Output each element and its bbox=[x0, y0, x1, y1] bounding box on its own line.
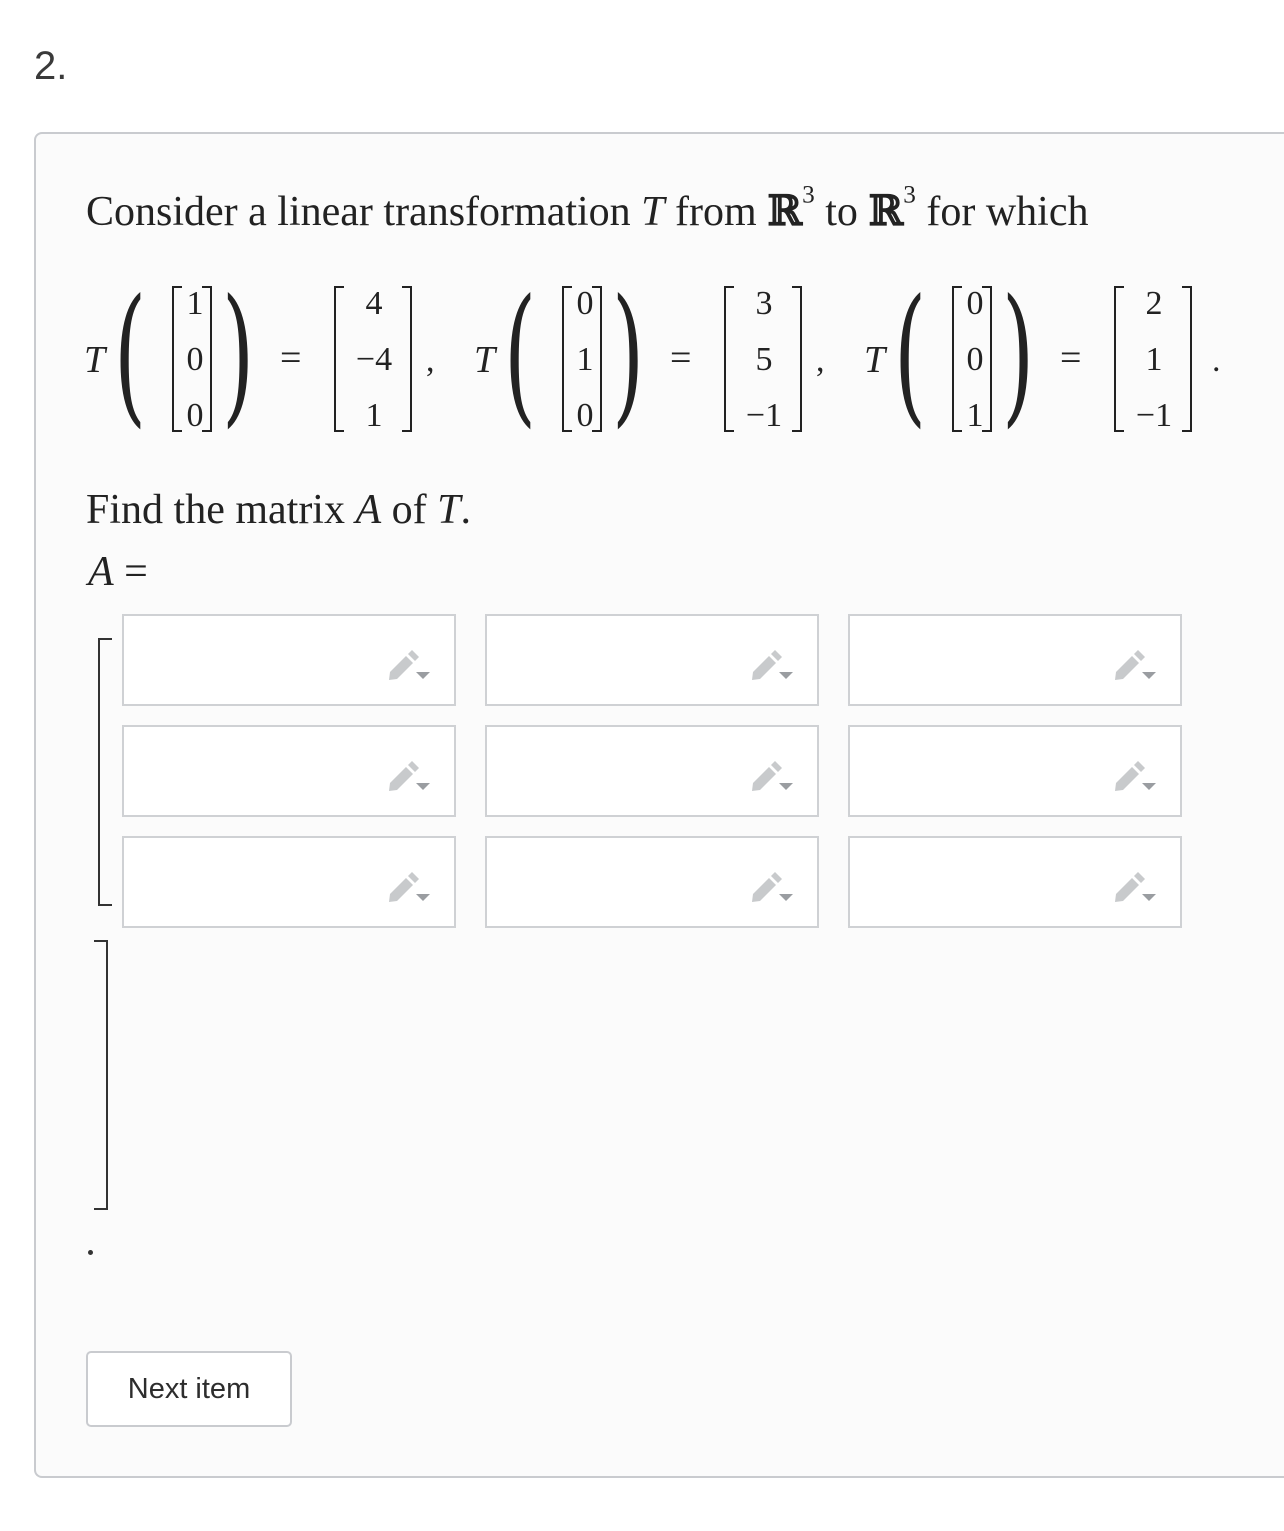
pencil-dropdown-icon[interactable] bbox=[1112, 646, 1158, 682]
question-number: 2. bbox=[34, 44, 68, 88]
matrix-cell-r3c2[interactable] bbox=[485, 836, 819, 928]
matrix-left-bracket bbox=[98, 638, 112, 906]
matrix-input-r1c2[interactable] bbox=[487, 616, 753, 706]
matrix-input-r3c2[interactable] bbox=[487, 838, 753, 928]
matrix-input-r3c3[interactable] bbox=[850, 838, 1116, 928]
matrix-cell-r2c2[interactable] bbox=[485, 725, 819, 817]
transformation-equations: T ( 1 0 0 ) = 4 −4 1 , T ( 0 1 0 ) = 3 5 −1 , T ( 0 0 1 ) = 2 1 −1 . bbox=[84, 268, 1221, 442]
matrix-input-r3c1[interactable] bbox=[124, 838, 390, 928]
pencil-dropdown-icon[interactable] bbox=[1112, 868, 1158, 904]
matrix-cell-r1c2[interactable] bbox=[485, 614, 819, 706]
matrix-cell-r2c3[interactable] bbox=[848, 725, 1182, 817]
matrix-input-r2c3[interactable] bbox=[850, 727, 1116, 817]
pencil-dropdown-icon[interactable] bbox=[1112, 757, 1158, 793]
matrix-cell-r1c3[interactable] bbox=[848, 614, 1182, 706]
matrix-input-r1c1[interactable] bbox=[124, 616, 390, 706]
pencil-dropdown-icon[interactable] bbox=[386, 868, 432, 904]
matrix-input-r2c2[interactable] bbox=[487, 727, 753, 817]
pencil-dropdown-icon[interactable] bbox=[749, 757, 795, 793]
matrix-input-r2c1[interactable] bbox=[124, 727, 390, 817]
matrix-cell-r1c1[interactable] bbox=[122, 614, 456, 706]
trailing-period bbox=[88, 1250, 93, 1255]
a-equals-label: A = bbox=[88, 549, 148, 595]
pencil-dropdown-icon[interactable] bbox=[749, 646, 795, 682]
matrix-cell-r3c3[interactable] bbox=[848, 836, 1182, 928]
pencil-dropdown-icon[interactable] bbox=[386, 646, 432, 682]
matrix-right-bracket bbox=[94, 940, 108, 1210]
matrix-input-r1c3[interactable] bbox=[850, 616, 1116, 706]
pencil-dropdown-icon[interactable] bbox=[749, 868, 795, 904]
matrix-cell-r2c1[interactable] bbox=[122, 725, 456, 817]
next-item-button[interactable]: Next item bbox=[86, 1351, 292, 1427]
pencil-dropdown-icon[interactable] bbox=[386, 757, 432, 793]
find-instruction: Find the matrix A of T. bbox=[86, 487, 471, 533]
problem-statement: Consider a linear transformation T from ℝ$^3$ to ℝ$^3$ for which bbox=[86, 181, 1089, 235]
matrix-cell-r3c1[interactable] bbox=[122, 836, 456, 928]
